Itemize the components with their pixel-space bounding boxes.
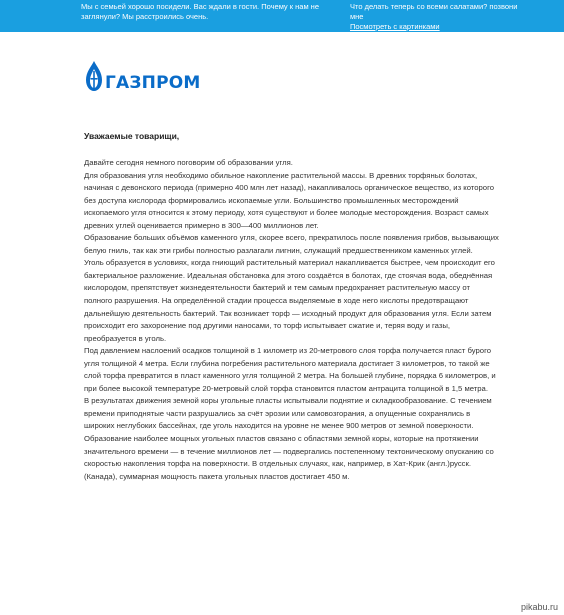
header-message-left: Мы с семьей хорошо посидели. Вас ждали в гости. Почему к нам не заглянули? Мы расстроились очень.: [81, 2, 319, 21]
paragraph: Уголь образуется в условиях, когда гниющий растительный материал накапливается быстрее, чем происходит его бактериальное разложение. Идеальная обстановка для этого создаётся в болотах, где стоячая вода, обеднённая кислородом, препятствует жизнедеятельности бактерий и тем самым предохраняет растительную массу от полного разрушения. На определённой стадии процесса выделяемые в ходе него кислоты предотвращают дальнейшую деятельность бактерий. Так возникает торф — исходный продукт для образования угля. Если затем происходит его захоронение под другими наносами, то торф испытывает сжатие и, теряя воду и газы, преобразуется в уголь.: [84, 258, 495, 343]
email-header-bar: [0, 0, 564, 32]
header-question: Что делать теперь со всеми салатами? позвони мне: [350, 2, 518, 21]
gas-flame-icon: [84, 60, 104, 92]
paragraph: Давайте сегодня немного поговорим об образовании угля.: [84, 158, 293, 167]
email-body: [84, 157, 499, 483]
logo-text: ГАЗПРОМ: [105, 73, 201, 93]
paragraph: В результатах движения земной коры угольные пласты испытывали поднятие и складкообразование. С течением времени приподнятые части разрушались за счёт эрозии или самовозгорания, а опущенные сохранялись в широких неглубоких бассейнах, где уголь находится на уровне не менее 900 метров от земной поверхности. Образование наиболее мощных угольных пластов связано с областями земной коры, которые на протяжении значительного времени — в течение миллионов лет — подвергались постепенному тектоническому опусканию со скоростью накопления торфа на поверхности. В отдельных случаях, как, например, в Хат-Крик (англ.)русск. (Канада), суммарная мощность пакета угольных пластов достигает 450 м.: [84, 396, 494, 481]
paragraph: Под давлением наслоений осадков толщиной в 1 километр из 20-метрового слоя торфа получается пласт бурого угля толщиной 4 метра. Если глубина погребения растительного материала достигает 3 километров, то такой же слой торфа превратится в пласт каменного угля толщиной 2 метра. На большей глубине, порядка 6 километров, и при более высокой температуре 20-метровый слой торфа становится пластом антрацита толщиной в 1,5 метра.: [84, 346, 496, 393]
gazprom-logo: [84, 60, 201, 92]
paragraph: Образование больших объёмов каменного угля, скорее всего, прекратилось после появления грибов, вызывающих белую гниль, так как эти грибы полностью разлагали лигнин, служащий предшественником каменных углей.: [84, 233, 499, 255]
view-with-images-link[interactable]: Посмотреть с картинками: [350, 22, 440, 31]
header-message-right: [350, 2, 520, 32]
greeting-heading: Уважаемые товарищи,: [84, 131, 180, 141]
watermark: pikabu.ru: [520, 602, 558, 612]
paragraph: Для образования угля необходимо обильное накопление растительной массы. В древних торфяных болотах, начиная с девонского периода (примерно 400 млн лет назад), накапливалось органическое вещество, из которого без доступа кислорода формировались ископаемые угли. Большинство промышленных месторождений ископаемого угля относится к этому периоду, хотя существуют и более молодые месторождения. Возраст самых древних углей оценивается примерно в 300—400 миллионов лет.: [84, 170, 494, 230]
